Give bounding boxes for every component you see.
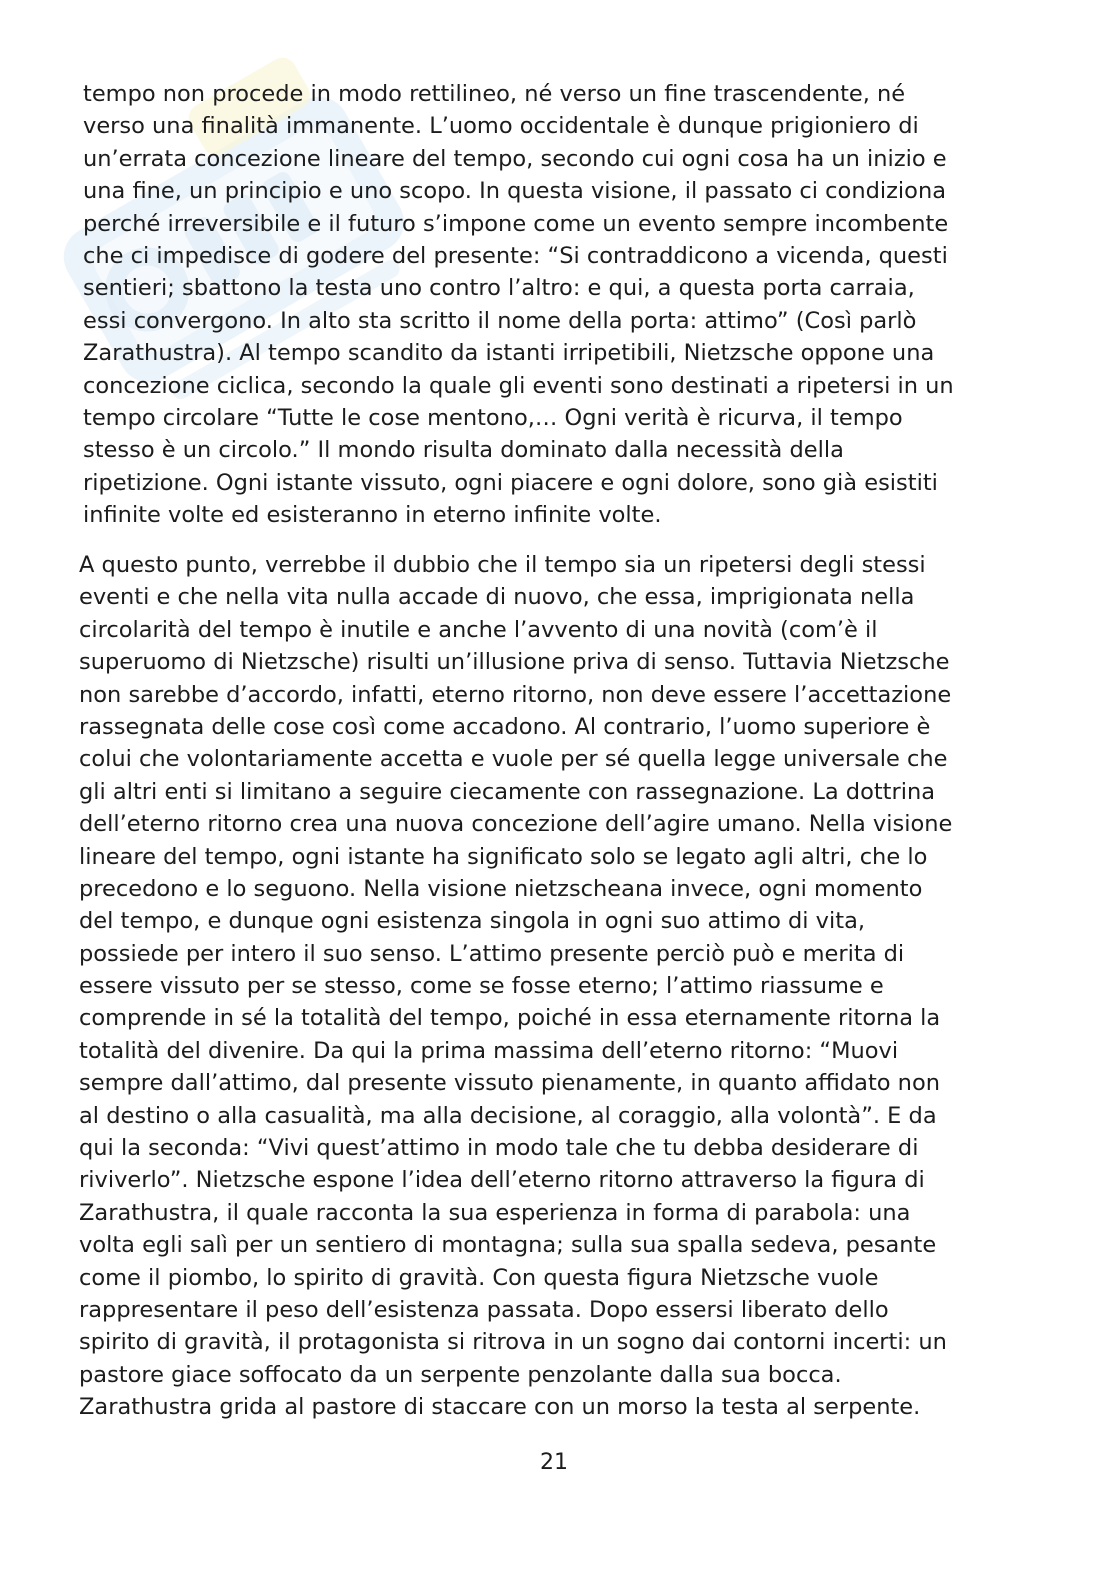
text-line: comprende in sé la totalità del tempo, poiché in essa eternamente ritorna la (79, 1005, 941, 1032)
text-line: Zarathustra, il quale racconta la sua esperienza in forma di parabola: una (79, 1199, 911, 1226)
text-line: perché irreversibile e il futuro s’impone come un evento sempre incombente (83, 210, 949, 237)
text-line: Zarathustra grida al pastore di staccare con un morso la testa al serpente. (79, 1394, 921, 1421)
text-line: essere vissuto per se stesso, come se fosse eterno; l’attimo riassume e (79, 973, 884, 1000)
text-line: come il piombo, lo spirito di gravità. Con questa figura Nietzsche vuole (79, 1264, 879, 1291)
text-line: possiede per intero il suo senso. L’attimo presente perciò può e merita di (79, 940, 905, 967)
text-line: spirito di gravità, il protagonista si ritrova in un sogno dai contorni incerti: un (79, 1329, 947, 1356)
text-line: dell’eterno ritorno crea una nuova concezione dell’agire umano. Nella visione (79, 811, 953, 838)
text-line: totalità del divenire. Da qui la prima massima dell’eterno ritorno: “Muovi (79, 1037, 899, 1064)
text-line: A questo punto, verrebbe il dubbio che il tempo sia un ripetersi degli stessi (79, 552, 926, 578)
text-line: ripetizione. Ogni istante vissuto, ogni piacere e ogni dolore, sono già esistiti (83, 469, 938, 496)
text-line: infinite volte ed esisteranno in eterno infinite volte. (83, 502, 662, 529)
paragraph-1 (83, 78, 1028, 531)
text-line: circolarità del tempo è inutile e anche l’avvento di una novità (com’è il (79, 616, 878, 643)
text-line: gli altri enti si limitano a seguire ciecamente con rassegnazione. La dottrina (79, 778, 936, 805)
text-line: volta egli salì per un sentiero di montagna; sulla sua spalla sedeva, pesante (79, 1232, 937, 1259)
text-line: un’errata concezione lineare del tempo, secondo cui ogni cosa ha un inizio e (83, 145, 947, 172)
text-line: pastore giace soffocato da un serpente penzolante dalla sua bocca. (79, 1361, 842, 1388)
text-line: sentieri; sbattono la testa uno contro l’altro: e qui, a questa porta carraia, (83, 275, 915, 302)
text-line: sempre dall’attimo, dal presente vissuto pienamente, in quanto affidato non (79, 1070, 940, 1097)
text-line: colui che volontariamente accetta e vuole per sé quella legge universale che (79, 746, 948, 773)
text-line: rassegnata delle cose così come accadono. Al contrario, l’uomo superiore è (79, 713, 931, 740)
text-line: al destino o alla casualità, ma alla decisione, al coraggio, alla volontà”. E da (79, 1102, 937, 1129)
text-line: tempo circolare “Tutte le cose mentono,… Ogni verità è ricurva, il tempo (83, 404, 903, 431)
text-line: eventi e che nella vita nulla accade di nuovo, che essa, imprigionata nella (79, 584, 915, 611)
paragraph-2 (79, 549, 1029, 1424)
text-line: lineare del tempo, ogni istante ha significato solo se legato agli altri, che lo (79, 843, 928, 870)
text-line: Zarathustra). Al tempo scandito da istanti irripetibili, Nietzsche oppone una (83, 340, 935, 367)
text-line: superuomo di Nietzsche) risulti un’illusione priva di senso. Tuttavia Nietzsche (79, 649, 950, 676)
text-line: riviverlo”. Nietzsche espone l’idea dell’eterno ritorno attraverso la figura di (79, 1167, 925, 1194)
text-line: essi convergono. In alto sta scritto il nome della porta: attimo” (Così parlò (83, 307, 917, 334)
page-number: 21 (540, 1450, 568, 1475)
text-line: qui la seconda: “Vivi quest’attimo in modo tale che tu debba desiderare di (79, 1135, 919, 1162)
text-line: precedono e lo seguono. Nella visione nietzscheana invece, ogni momento (79, 875, 923, 902)
text-line: stesso è un circolo.” Il mondo risulta dominato dalla necessità della (83, 437, 844, 464)
text-line: non sarebbe d’accordo, infatti, eterno ritorno, non deve essere l’accettazione (79, 681, 952, 708)
text-line: tempo non procede in modo rettilineo, né verso un fine trascendente, né (83, 81, 906, 107)
text-line: concezione ciclica, secondo la quale gli eventi sono destinati a ripetersi in un (83, 372, 954, 399)
text-line: verso una finalità immanente. L’uomo occidentale è dunque prigioniero di (83, 113, 919, 140)
text-line: del tempo, e dunque ogni esistenza singola in ogni suo attimo di vita, (79, 908, 866, 935)
text-line: che ci impedisce di godere del presente: “Si contraddicono a vicenda, questi (83, 242, 948, 269)
text-line: rappresentare il peso dell’esistenza passata. Dopo essersi liberato dello (79, 1296, 889, 1323)
text-line: una fine, un principio e uno scopo. In questa visione, il passato ci condiziona (83, 178, 946, 205)
